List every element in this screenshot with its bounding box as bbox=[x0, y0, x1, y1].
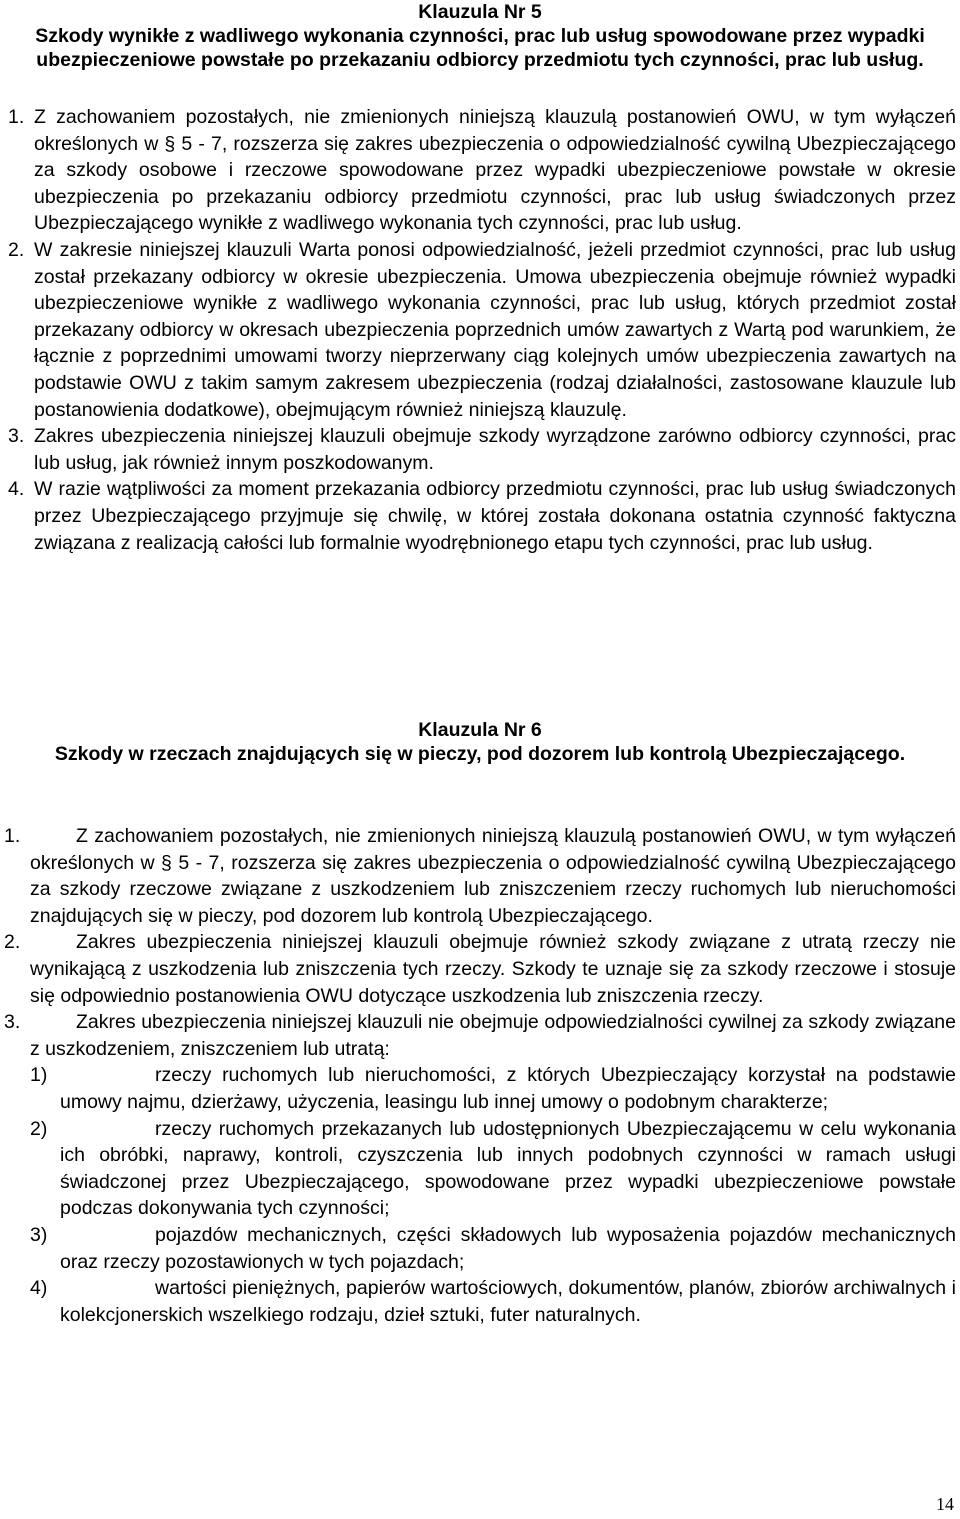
item-number: 3. bbox=[4, 1011, 21, 1034]
clause6-body bbox=[4, 823, 956, 1328]
subitem-number: 4) bbox=[30, 1277, 48, 1300]
item-text: W zakresie niniejszej klauzuli Warta ponosi odpowiedzialność, jeżeli przedmiot czynności, prac lub usług został przekazany odbiorcy w okresie ubezpieczenia. Umowa ubezpieczenia obejmuje również wypadki ubezpieczeniowe wynikłe z wadliwego wykonania czynności, prac lub usług, których przedmiot został przekazany odbiorcy w okresach ubezpieczenia poprzednich umów zawartych z Wartą pod warunkiem, że łącznie z poprzednimi umowami tworzy nieprzerwany ciąg kolejnych umów ubezpieczenia zawartych na podstawie OWU z takim samym zakresem ubezpieczenia (rodzaj działalności, zastosowane klauzule lub postanowienia dodatkowe), obejmującym również niniejszą klauzulę. bbox=[34, 238, 956, 421]
item-number: 1. bbox=[4, 825, 21, 847]
clause5-item bbox=[8, 237, 956, 423]
page-number: 14 bbox=[936, 1494, 954, 1514]
item-number: 4. bbox=[8, 478, 25, 501]
clause6-subitem bbox=[4, 1116, 956, 1222]
clause6-heading bbox=[20, 718, 940, 766]
clause6-item bbox=[4, 929, 956, 1009]
item-number: 1. bbox=[8, 106, 25, 128]
clause5-heading bbox=[20, 0, 940, 72]
subitem-text: pojazdów mechanicznych, części składowych lub wyposażenia pojazdów mechanicznych oraz rzeczy pozostawionych w tych pojazdach; bbox=[60, 1223, 956, 1273]
item-text: Zakres ubezpieczenia niniejszej klauzuli obejmuje również szkody związane z utratą rzeczy nie wynikającą z uszkodzenia lub zniszczenia tych rzeczy. Szkody te uznaje się za szkody rzeczowe i stosuje się odpowiednio postanowienia OWU dotyczące uszkodzenia lub zniszczenia rzeczy. bbox=[30, 931, 956, 1007]
subitem-number: 2) bbox=[30, 1117, 48, 1140]
clause5-item bbox=[8, 104, 956, 237]
item-number: 2. bbox=[4, 931, 21, 954]
item-number: 2. bbox=[8, 238, 25, 261]
clause5-body bbox=[8, 104, 956, 556]
subitem-text: rzeczy ruchomych przekazanych lub udostępnionych Ubezpieczającemu w celu wykonania ich obróbki, naprawy, kontroli, czyszczenia lub innych podobnych czynności w ramach usługi świadczonej przez Ubezpieczającego, spowodowane przez wypadki ubezpieczeniowe powstałe podczas dokonywania tych czynności; bbox=[60, 1117, 956, 1220]
clause6-subtitle: Szkody w rzeczach znajdujących się w pieczy, pod dozorem lub kontrolą Ubezpieczającego. bbox=[54, 743, 906, 765]
clause6-title: Klauzula Nr 6 bbox=[418, 719, 542, 741]
item-text: Zakres ubezpieczenia niniejszej klauzuli nie obejmuje odpowiedzialności cywilnej za szkody związane z uszkodzeniem, zniszczeniem lub utratą: bbox=[30, 1011, 956, 1060]
clause6-subitem bbox=[4, 1222, 956, 1275]
subitem-number: 1) bbox=[30, 1064, 48, 1087]
item-text: Z zachowaniem pozostałych, nie zmienionych niniejszą klauzulą postanowień OWU, w tym wyłączeń określonych w § 5 - 7, rozszerza się zakres ubezpieczenia o odpowiedzialność cywilną Ubezpieczającego za szkody rzeczowe związane z uszkodzeniem lub zniszczeniem rzeczy ruchomych lub nieruchomości znajdujących się w pieczy, pod dozorem lub kontrolą Ubezpieczającego. bbox=[30, 825, 956, 927]
clause5-title: Klauzula Nr 5 bbox=[418, 1, 542, 23]
item-number: 3. bbox=[8, 425, 25, 448]
item-text: Zakres ubezpieczenia niniejszej klauzuli obejmuje szkody wyrządzone zarówno odbiorcy czynności, prac lub usług, jak również innym poszkodowanym. bbox=[34, 425, 956, 474]
clause6-subitem bbox=[4, 1062, 956, 1115]
clause5-item bbox=[8, 423, 956, 476]
clause5-item bbox=[8, 476, 956, 556]
clause5-subtitle: Szkody wynikłe z wadliwego wykonania czynności, prac lub usług spowodowane przez wypadki ubezpieczeniowe powstałe po przekazaniu odbiorcy przedmiotu tych czynności, prac lub usług. bbox=[35, 25, 925, 71]
item-text: W razie wątpliwości za moment przekazania odbiorcy przedmiotu czynności, prac lub usług świadczonych przez Ubezpieczającego przyjmuje się chwilę, w której została dokonana ostatnia czynność faktyczna związana z realizacją całości lub formalnie wyodrębnionego etapu tych czynności, prac lub usług. bbox=[34, 478, 956, 554]
subitem-text: rzeczy ruchomych lub nieruchomości, z których Ubezpieczający korzystał na podstawie umowy najmu, dzierżawy, użyczenia, leasingu lub innej umowy o podobnym charakterze; bbox=[60, 1064, 956, 1113]
item-text: Z zachowaniem pozostałych, nie zmienionych niniejszą klauzulą postanowień OWU, w tym wyłączeń określonych w § 5 - 7, rozszerza się zakres ubezpieczenia o odpowiedzialność cywilną Ubezpieczającego za szkody osobowe i rzeczowe spowodowane przez wypadki ubezpieczeniowe powstałe w okresie ubezpieczenia po przekazaniu odbiorcy przedmiotu czynności, prac lub usług świadczonych przez Ubezpieczającego wynikłe z wadliwego wykonania tych czynności, prac lub usług. bbox=[34, 106, 956, 235]
subitem-text: wartości pieniężnych, papierów wartościowych, dokumentów, planów, zbiorów archiwalnych i kolekcjonerskich wszelkiego rodzaju, dzieł sztuki, futer naturalnych. bbox=[60, 1277, 956, 1326]
clause6-subitem bbox=[4, 1275, 956, 1328]
clause6-item bbox=[4, 823, 956, 929]
subitem-number: 3) bbox=[30, 1223, 48, 1246]
clause6-item bbox=[4, 1009, 956, 1062]
